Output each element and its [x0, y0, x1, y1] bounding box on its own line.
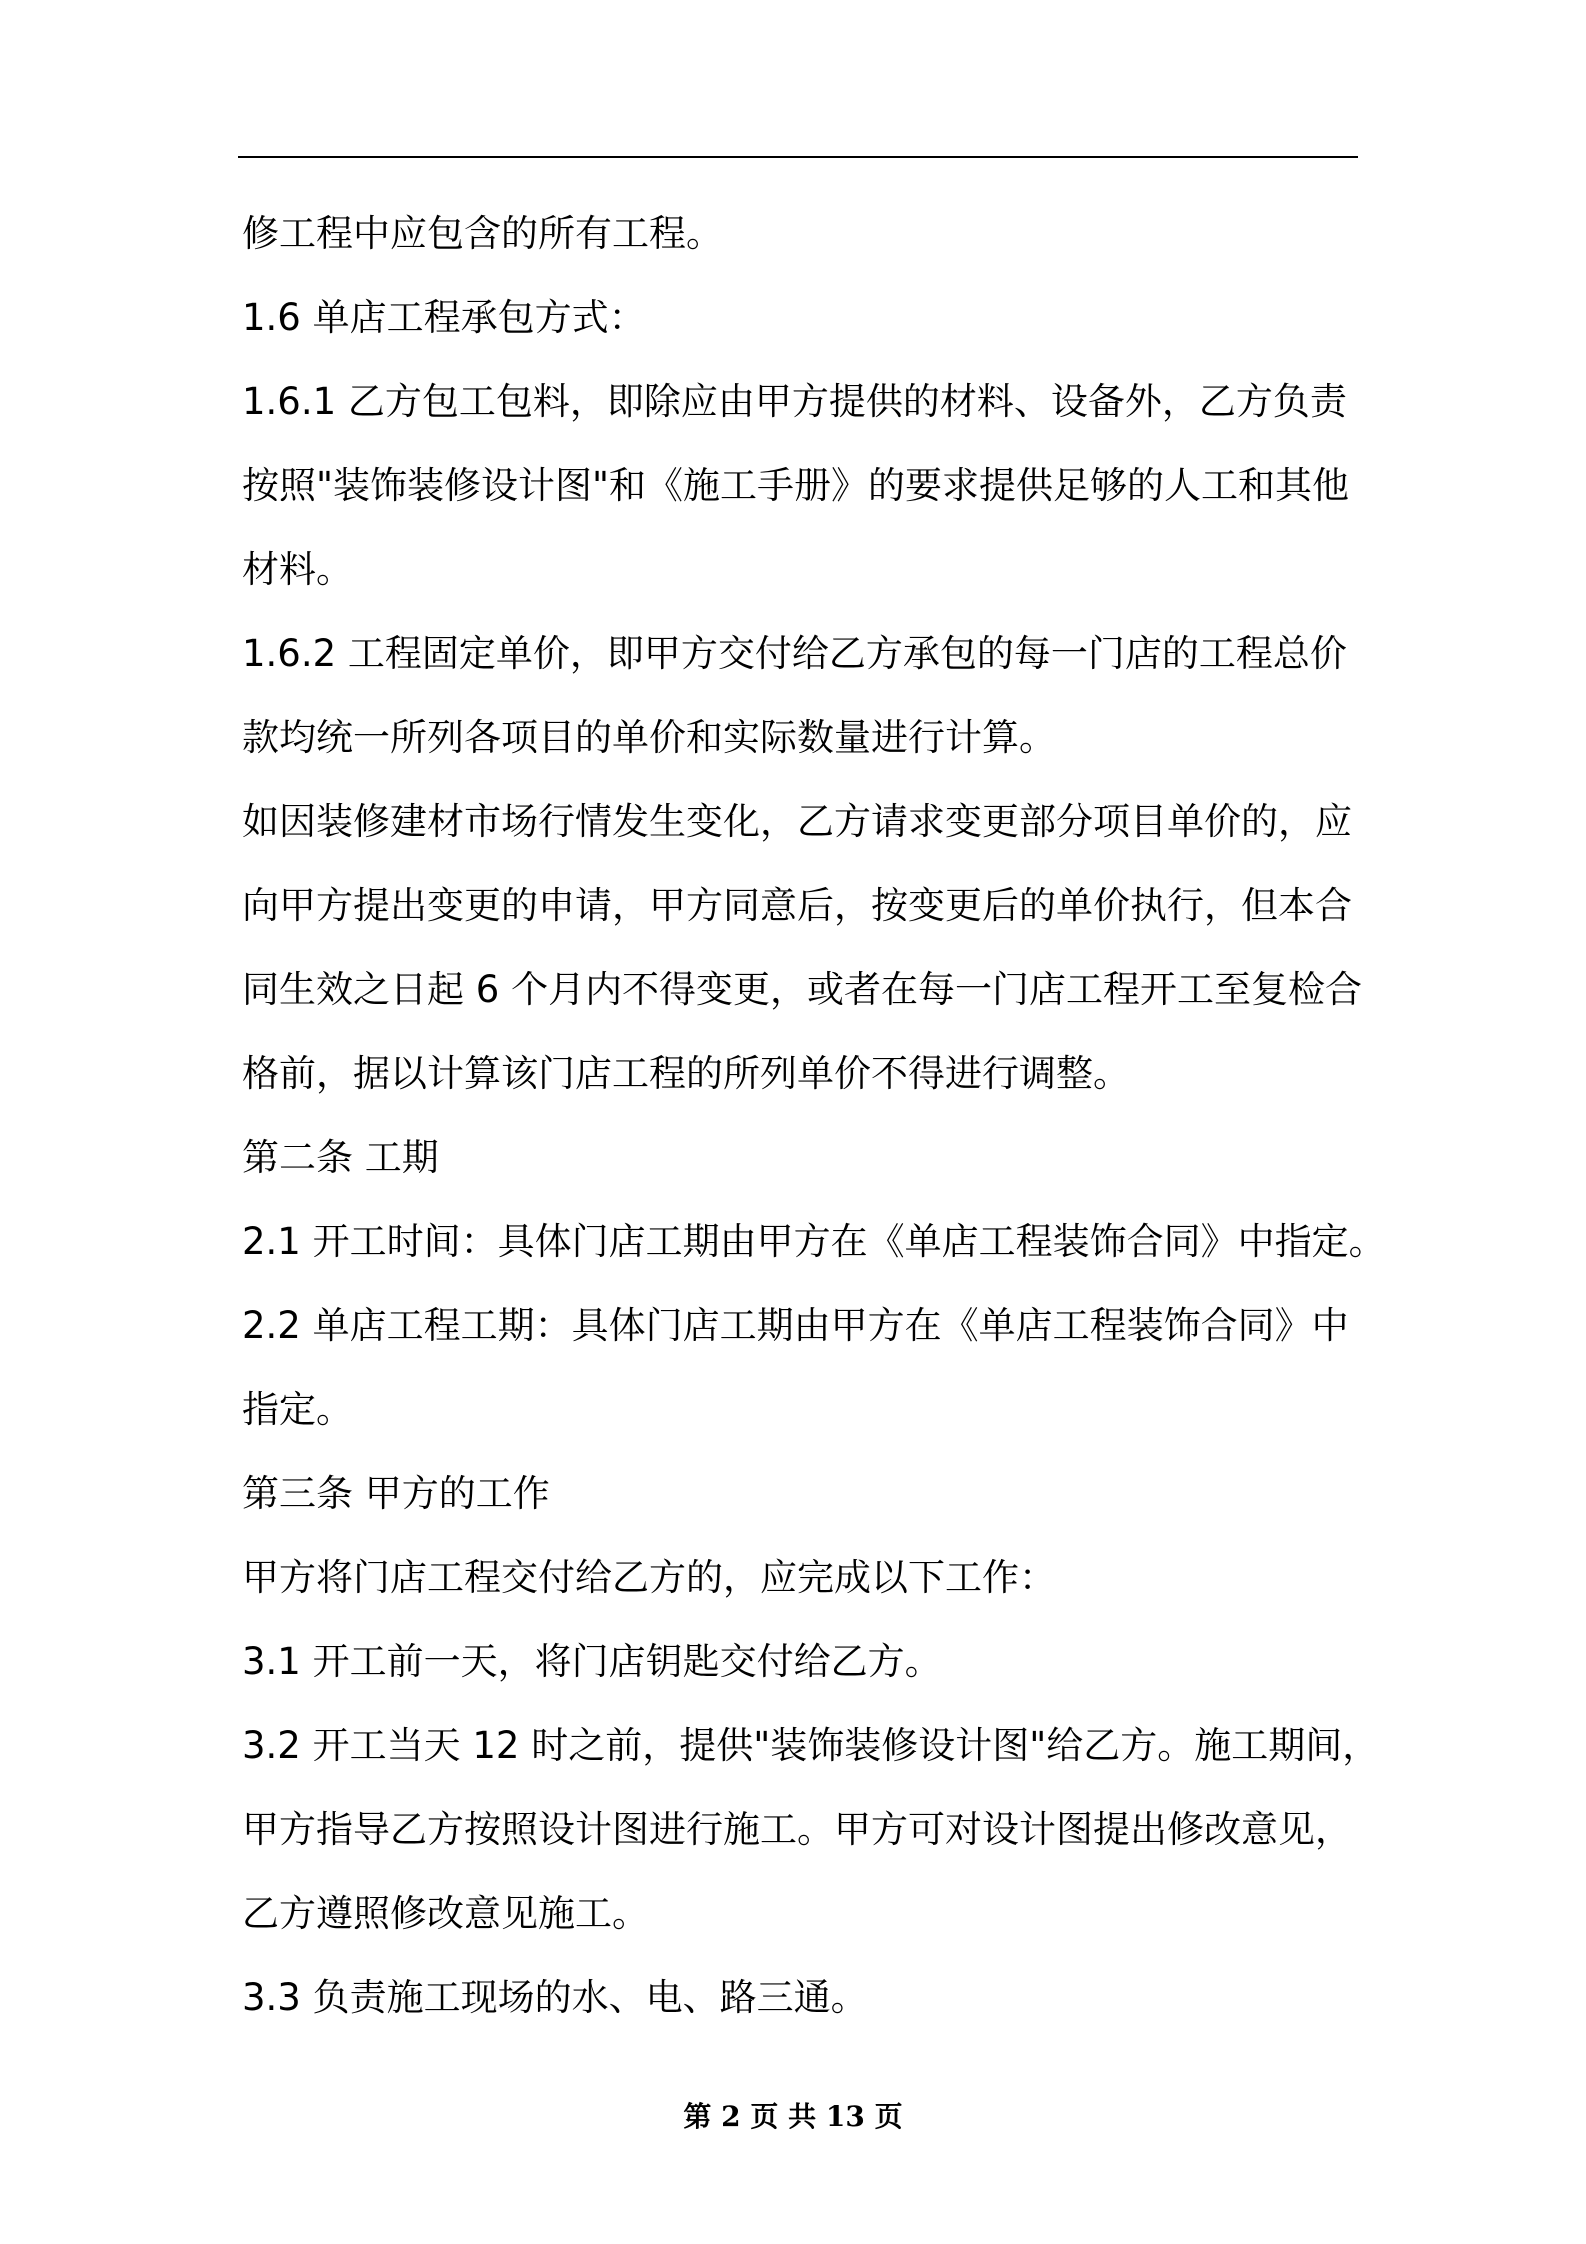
text-line: 1.6.2 工程固定单价，即甲方交付给乙方承包的每一门店的工程总价 [242, 632, 1347, 675]
document-body [242, 192, 1386, 2040]
text-line: 指定。 [242, 1388, 353, 1431]
text-line: 甲方指导乙方按照设计图进行施工。甲方可对设计图提出修改意见， [242, 1808, 1352, 1851]
text-line: 3.3 负责施工现场的水、电、路三通。 [242, 1976, 868, 2019]
article-heading-3: 第三条 甲方的工作 [242, 1472, 550, 1515]
header-rule [238, 156, 1358, 158]
text-line: 同生效之日起 6 个月内不得变更，或者在每一门店工程开工至复检合 [242, 968, 1363, 1011]
text-line: 3.2 开工当天 12 时之前，提供"装饰装修设计图"给乙方。施工期间， [242, 1724, 1380, 1767]
text-line: 向甲方提出变更的申请，甲方同意后，按变更后的单价执行，但本合 [242, 884, 1352, 927]
text-line: 2.2 单店工程工期：具体门店工期由甲方在《单店工程装饰合同》中 [242, 1304, 1349, 1347]
text-line: 材料。 [242, 548, 353, 591]
text-line: 款均统一所列各项目的单价和实际数量进行计算。 [242, 716, 1056, 759]
article-heading-2: 第二条 工期 [242, 1136, 439, 1179]
text-line: 3.1 开工前一天，将门店钥匙交付给乙方。 [242, 1640, 942, 1683]
text-line: 修工程中应包含的所有工程。 [242, 212, 723, 255]
text-line: 甲方将门店工程交付给乙方的，应完成以下工作： [242, 1556, 1056, 1599]
text-line: 如因装修建材市场行情发生变化，乙方请求变更部分项目单价的，应 [242, 800, 1352, 843]
text-line: 格前，据以计算该门店工程的所列单价不得进行调整。 [242, 1052, 1130, 1095]
section-heading-1-6: 1.6 单店工程承包方式： [242, 296, 646, 339]
page-number-footer: 第 2 页 共 13 页 [683, 2100, 903, 2133]
text-line: 乙方遵照修改意见施工。 [242, 1892, 649, 1935]
text-line: 2.1 开工时间：具体门店工期由甲方在《单店工程装饰合同》中指定。 [242, 1220, 1386, 1263]
text-line: 1.6.1 乙方包工包料，即除应由甲方提供的材料、设备外，乙方负责 [242, 380, 1347, 423]
text-line: 按照"装饰装修设计图"和《施工手册》的要求提供足够的人工和其他 [242, 464, 1350, 507]
